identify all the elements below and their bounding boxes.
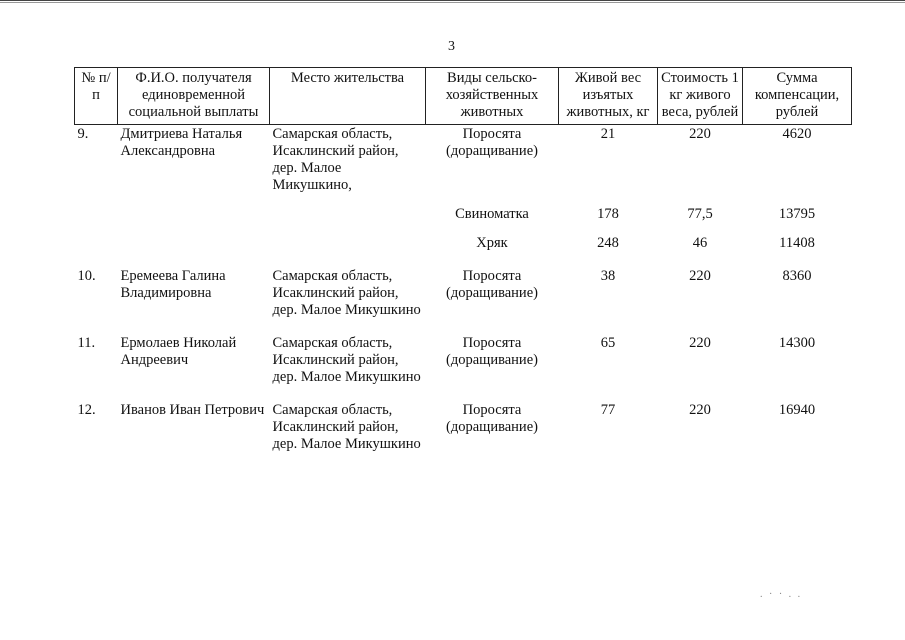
live-weight: 77 — [600, 402, 616, 418]
table-row — [75, 194, 852, 223]
compensation-sum: 8360 — [782, 268, 812, 284]
compensation-sum: 14300 — [778, 335, 816, 351]
animal-type: Свиноматка — [455, 206, 529, 222]
header-row — [75, 68, 852, 125]
live-weight: 178 — [597, 206, 619, 222]
table-row — [75, 223, 852, 252]
header-name: Ф.И.О. получателя единовременной социальной выплаты — [118, 68, 270, 125]
row-num: 10. — [77, 268, 96, 284]
header-price: Стоимость 1 кг живого веса, рублей — [658, 68, 743, 125]
header-address: Место жительства — [270, 68, 426, 125]
live-weight: 38 — [600, 268, 616, 284]
row-num: 12. — [77, 402, 96, 418]
price-per-kg: 220 — [689, 126, 711, 142]
animal-type: Поросята (доращивание) — [446, 402, 538, 435]
page-number: 3 — [448, 39, 455, 54]
price-per-kg: 77,5 — [687, 206, 713, 222]
scan-top-border — [0, 0, 905, 3]
price-per-kg: 220 — [689, 268, 711, 284]
animal-type: Поросята (доращивание) — [446, 126, 538, 159]
compensation-sum: 11408 — [779, 235, 815, 251]
row-num: 9. — [77, 126, 89, 142]
compensation-table — [74, 67, 852, 453]
table-row — [75, 319, 852, 386]
compensation-sum: 4620 — [782, 126, 812, 142]
recipient-name: Еремеева Галина Владимировна — [120, 268, 226, 301]
price-per-kg: 220 — [689, 402, 711, 418]
table-row — [75, 386, 852, 453]
row-num: 11. — [77, 335, 96, 351]
recipient-name: Дмитриева Наталья Александровна — [120, 126, 243, 159]
address: Самарская область, Исаклинский район, дер. Малое Микушкино — [272, 402, 421, 452]
header-sum: Сумма компенсации, рублей — [743, 68, 852, 125]
price-per-kg: 220 — [689, 335, 711, 351]
header-weight: Живой вес изъятых животных, кг — [559, 68, 658, 125]
header-num: № п/п — [75, 68, 118, 125]
scan-speck: . · · . . — [760, 589, 803, 600]
compensation-sum: 16940 — [778, 402, 816, 418]
animal-type: Поросята (доращивание) — [446, 335, 538, 368]
address: Самарская область, Исаклинский район, дер. Малое Микушкино, — [272, 126, 399, 193]
animal-type: Хряк — [476, 235, 508, 251]
compensation-sum: 13795 — [778, 206, 816, 222]
address: Самарская область, Исаклинский район, дер. Малое Микушкино — [272, 268, 421, 318]
live-weight: 248 — [597, 235, 619, 251]
table-row — [75, 252, 852, 319]
recipient-name: Ермолаев Николай Андреевич — [120, 335, 237, 368]
live-weight: 65 — [600, 335, 616, 351]
table-row — [75, 125, 852, 195]
live-weight: 21 — [600, 126, 616, 142]
price-per-kg: 46 — [692, 235, 708, 251]
header-animals: Виды сельско-хозяйственных животных — [426, 68, 559, 125]
animal-type: Поросята (доращивание) — [446, 268, 538, 301]
recipient-name: Иванов Иван Петрович — [120, 402, 265, 418]
address: Самарская область, Исаклинский район, дер. Малое Микушкино — [272, 335, 421, 385]
